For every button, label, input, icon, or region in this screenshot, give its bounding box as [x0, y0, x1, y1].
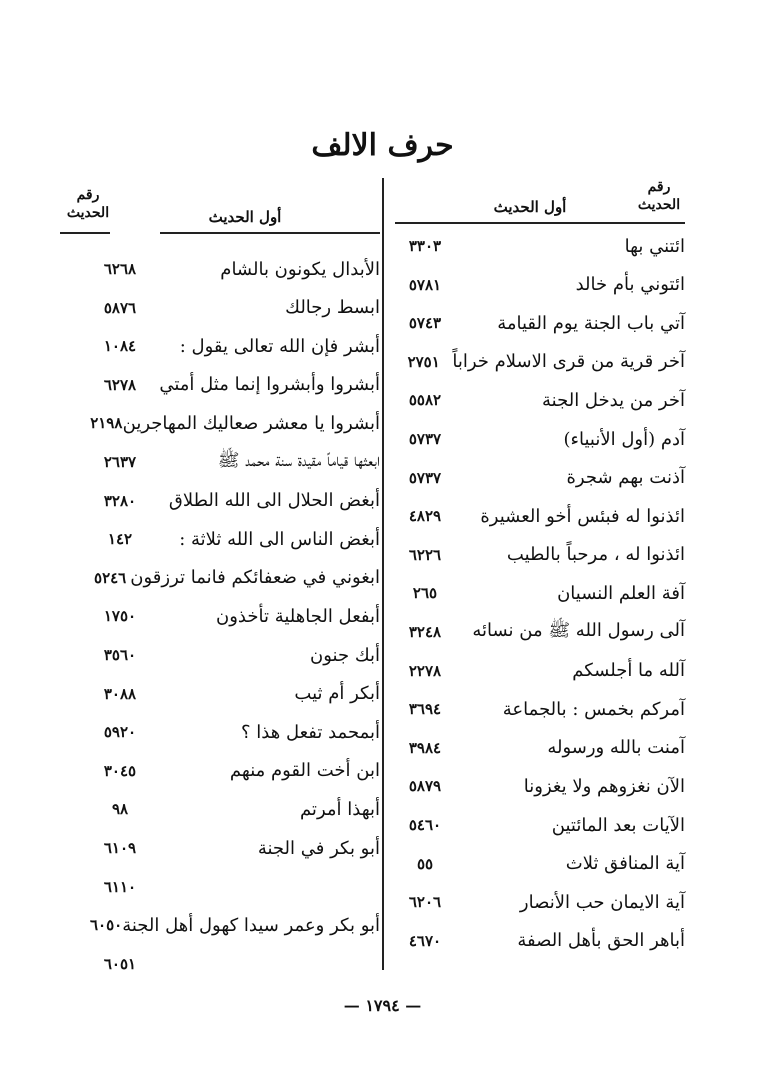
hadith-number: ٦٢٦٨ — [103, 260, 137, 278]
hadith-opening-text: الآيات بعد المائتين — [551, 814, 685, 836]
left-header-rule-text — [160, 232, 380, 234]
hadith-entry-row — [90, 253, 380, 285]
hadith-entry-row — [395, 616, 685, 648]
hadith-number: ٢٦٣٧ — [103, 453, 137, 471]
hadith-opening-text: أبغض الحلال الى الله الطلاق — [168, 490, 380, 512]
hadith-opening-text: آذنت بهم شجرة — [566, 467, 685, 489]
hadith-opening-text: آلى رسول الله ﷺ من نسائه — [472, 620, 685, 641]
hadith-number: ٥٧٤٣ — [408, 314, 442, 333]
hadith-entry-row — [90, 948, 380, 980]
hadith-opening-text: آية المنافق ثلاث — [565, 853, 685, 875]
hadith-entry-row — [90, 755, 380, 787]
hadith-number: ٥٨٧٦ — [103, 298, 137, 317]
hadith-number: ٣٢٤٨ — [408, 623, 442, 641]
hadith-number: ٣٣٠٣ — [408, 237, 442, 255]
hadith-opening-text: أبشروا يا معشر صعاليك المهاجرين — [122, 412, 380, 434]
hadith-opening-text: أبفعل الجاهلية تأخذون — [216, 605, 380, 627]
left-column-header — [66, 0, 380, 240]
hadith-entry-row — [395, 307, 685, 339]
hadith-number: ١٤٢ — [107, 530, 133, 549]
hadith-entry-row — [90, 330, 380, 362]
hadith-opening-text: ائذنوا له فبئس أخو العشيرة — [480, 505, 685, 527]
hadith-opening-text: آفة العلم النسيان — [557, 582, 685, 604]
hadith-opening-text: أبهذا أمرتم — [299, 798, 380, 820]
hadith-number: ٣٢٨٠ — [103, 491, 137, 510]
hadith-number: ٥٢٤٦ — [94, 568, 127, 587]
hadith-entry-row — [395, 346, 685, 378]
hadith-entry-row — [90, 369, 380, 401]
left-header-number-label: رقم الحديث — [66, 187, 110, 221]
hadith-number: ٤٨٢٩ — [408, 507, 442, 526]
hadith-number: ٥٤٦٠ — [408, 816, 442, 834]
hadith-opening-text: الأبدال يكونون بالشام — [220, 258, 380, 280]
hadith-number: ٦٢٢٦ — [408, 545, 442, 564]
hadith-entry-row — [395, 539, 685, 571]
hadith-opening-text: أبغض الناس الى الله ثلاثة : — [179, 528, 380, 550]
hadith-opening-text: آمنت بالله ورسوله — [547, 737, 685, 759]
hadith-number: ٣٥٦٠ — [103, 646, 137, 664]
hadith-entry-row — [395, 770, 685, 802]
hadith-entry-row — [90, 871, 380, 903]
hadith-opening-text: ائتوني بأم خالد — [575, 274, 685, 296]
hadith-number: ٣٠٤٥ — [103, 761, 137, 780]
hadith-number: ٥٧٣٧ — [408, 468, 442, 487]
hadith-number: ٦٢٠٦ — [408, 893, 442, 912]
hadith-number: ٥٥٨٢ — [408, 391, 442, 410]
hadith-number: ٢٢٧٨ — [408, 661, 442, 680]
hadith-entry-row — [90, 678, 380, 710]
hadith-entry-row — [395, 693, 685, 725]
hadith-number: ٦٢٧٨ — [103, 375, 137, 394]
hadith-opening-text: ائذنوا له ، مرحباً بالطيب — [506, 544, 685, 566]
right-header-number-label: رقم الحديث — [637, 179, 681, 213]
hadith-entry-row — [90, 562, 380, 594]
hadith-number: ٣٠٨٨ — [103, 684, 137, 703]
hadith-number: ٥٥ — [416, 854, 434, 873]
hadith-number: ٢١٩٨ — [90, 414, 123, 433]
hadith-opening-text: أبو بكر وعمر سيدا كهول أهل الجنة — [122, 914, 380, 936]
hadith-opening-text: آخر من يدخل الجنة — [542, 389, 685, 411]
hadith-number: ٥٧٨١ — [408, 275, 442, 294]
hadith-opening-text: آتي باب الجنة يوم القيامة — [497, 312, 685, 334]
hadith-entry-row — [395, 423, 685, 455]
hadith-entry-row — [395, 732, 685, 764]
hadith-opening-text: ابن أخت القوم منهم — [229, 760, 380, 782]
hadith-opening-text: ابغوني في ضعفائكم فانما ترزقون — [130, 567, 380, 589]
hadith-number: ٥٨٧٩ — [408, 777, 442, 796]
hadith-opening-text: أبشر فإن الله تعالى يقول : — [179, 335, 380, 357]
hadith-opening-text: ابعثها قياماً مقيدة سنة محمد ﷺ — [217, 450, 380, 471]
hadith-entry-row — [90, 793, 380, 825]
hadith-opening-text: أبمحمد تفعل هذا ؟ — [241, 721, 380, 743]
hadith-entry-row — [90, 523, 380, 555]
hadith-number: ٦١٠٩ — [103, 839, 137, 857]
hadith-number: ٥٩٢٠ — [103, 723, 137, 742]
hadith-entry-row — [90, 600, 380, 632]
hadith-number: ٩٨ — [111, 800, 129, 819]
hadith-number: ٥٧٣٧ — [408, 430, 442, 448]
hadith-entry-row — [395, 230, 685, 262]
hadith-entry-row — [90, 485, 380, 517]
hadith-opening-text: أباهر الحق بأهل الصفة — [517, 930, 685, 952]
hadith-entry-row — [395, 500, 685, 532]
hadith-opening-text: آلله ما أجلسكم — [572, 660, 685, 682]
hadith-entry-row — [90, 909, 380, 941]
hadith-number: ١٠٨٤ — [103, 337, 137, 356]
hadith-number: ٦٠٥٠ — [89, 916, 123, 935]
column-divider — [382, 178, 384, 970]
hadith-opening-text: ابسط رجالك — [285, 297, 380, 319]
page-number-footer: — ١٧٩٤ — — [343, 996, 422, 1015]
hadith-number: ١٧٥٠ — [103, 607, 137, 626]
hadith-opening-text: أبو بكر في الجنة — [257, 837, 380, 859]
hadith-number: ٢٦٥ — [412, 584, 438, 603]
hadith-entry-row — [90, 639, 380, 671]
left-header-rule-number — [60, 232, 110, 234]
hadith-number: ٤٦٧٠ — [408, 931, 442, 950]
hadith-number: ٣٦٩٤ — [408, 700, 442, 719]
hadith-entry-row — [395, 886, 685, 918]
left-header-text-label: أول الحديث — [208, 208, 282, 226]
hadith-number: ٦١١٠ — [103, 877, 137, 896]
hadith-entry-row — [395, 384, 685, 416]
hadith-opening-text: آخر قرية من قرى الاسلام خراباً — [452, 351, 685, 373]
hadith-opening-text: أبشروا وأبشروا إنما مثل أمتي — [159, 374, 380, 396]
hadith-opening-text: آدم (أول الأنبياء) — [563, 428, 685, 450]
hadith-number: ٢٧٥١ — [407, 352, 440, 371]
hadith-entry-row — [90, 446, 380, 478]
hadith-entry-row — [395, 809, 685, 841]
hadith-number: ٣٩٨٤ — [408, 738, 442, 757]
hadith-entry-row — [395, 925, 685, 957]
right-header-rule — [395, 222, 685, 224]
page-title: حرف الالف — [311, 128, 454, 163]
hadith-entry-row — [90, 407, 380, 439]
hadith-entry-row — [90, 832, 380, 864]
hadith-entry-row — [395, 462, 685, 494]
hadith-entry-row — [90, 292, 380, 324]
hadith-opening-text: أبك جنون — [310, 644, 380, 666]
hadith-number: ٦٠٥١ — [103, 954, 137, 973]
right-column-header — [395, 0, 685, 240]
hadith-entry-row — [90, 716, 380, 748]
hadith-entry-row — [395, 577, 685, 609]
hadith-opening-text: آية الايمان حب الأنصار — [519, 891, 685, 913]
hadith-opening-text: أبكر أم ثيب — [294, 683, 380, 705]
hadith-entry-row — [395, 848, 685, 880]
hadith-opening-text: آمركم بخمس : بالجماعة — [502, 698, 685, 720]
hadith-entry-row — [395, 655, 685, 687]
hadith-entry-row — [395, 269, 685, 301]
hadith-opening-text: الآن نغزوهم ولا يغزونا — [523, 775, 685, 797]
right-header-text-label: أول الحديث — [493, 198, 567, 216]
hadith-opening-text: ائتني بها — [624, 235, 685, 257]
